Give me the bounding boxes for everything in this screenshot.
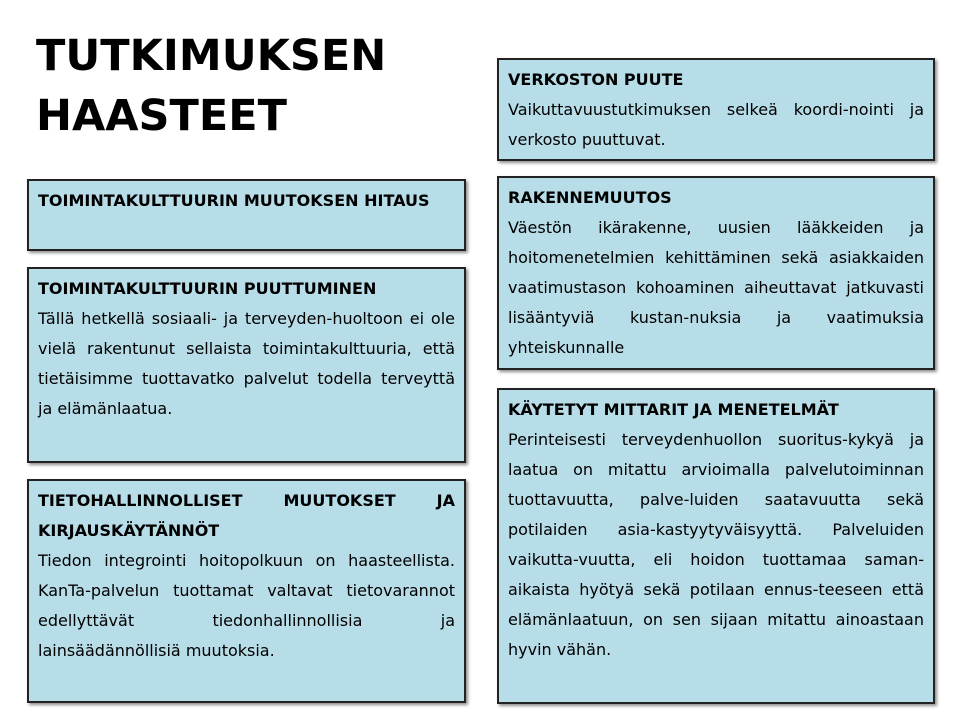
box-body: Väestön ikärakenne, uusien lääkkeiden ja hoitomenetelmien kehittäminen sekä asiakkaiden vaatimustason kohoaminen aiheuttavat jatkuvasti lisääntyviä kustan-nuksia ja vaatimuksia yhteiskunnalle bbox=[508, 218, 924, 357]
box-rakennemuutos bbox=[497, 176, 935, 370]
slide-title-line-1: TUTKIMUKSEN bbox=[36, 31, 387, 81]
box-heading: TIETOHALLINNOLLISET MUUTOKSET JA KIRJAUSKÄYTÄNNÖT bbox=[38, 491, 455, 540]
box-body: Perinteisesti terveydenhuollon suoritus-kykyä ja laatua on mitattu arvioimalla palvelutoiminnan tuottavuutta, palve-luiden saatavuutta sekä potilaiden asia-kastyytyväisyyttä. Palveluiden vaikutta-vuutta, eli hoidon tuottamaa saman-aikaista hyötyä sekä potilaan ennus-teeseen että elämänlaatuun, on sen sijaan mitattu ainoastaan hyvin vähän. bbox=[508, 430, 924, 659]
box-heading: RAKENNEMUUTOS bbox=[508, 188, 672, 207]
box-heading: KÄYTETYT MITTARIT JA MENETELMÄT bbox=[508, 400, 839, 419]
box-heading: TOIMINTAKULTTUURIN PUUTTUMINEN bbox=[38, 279, 377, 298]
slide-title-line-2: HAASTEET bbox=[36, 91, 287, 141]
box-heading: TOIMINTAKULTTUURIN MUUTOKSEN HITAUS bbox=[38, 191, 430, 210]
box-verkoston-puute bbox=[497, 58, 935, 161]
box-toimintakulttuurin-puuttuminen bbox=[27, 267, 466, 463]
box-heading: VERKOSTON PUUTE bbox=[508, 70, 684, 89]
box-body: Tällä hetkellä sosiaali- ja terveyden-huoltoon ei ole vielä rakentunut sellaista toimintakulttuuria, että tietäisimme tuottavatko palvelut todella terveyttä ja elämänlaatua. bbox=[38, 309, 455, 418]
slide-title bbox=[36, 26, 456, 146]
box-body: Tiedon integrointi hoitopolkuun on haasteellista. KanTa-palvelun tuottamat valtavat tietovarannot edellyttävät tiedonhallinnollisia ja lainsäädännöllisiä muutoksia. bbox=[38, 551, 455, 660]
box-body: Vaikuttavuustutkimuksen selkeä koordi-nointi ja verkosto puuttuvat. bbox=[508, 100, 924, 149]
box-tietohallinnolliset-muutokset bbox=[27, 479, 466, 703]
box-kaytetyt-mittarit bbox=[497, 388, 935, 704]
box-toimintakulttuurin-muutoksen-hitaus bbox=[27, 179, 466, 251]
